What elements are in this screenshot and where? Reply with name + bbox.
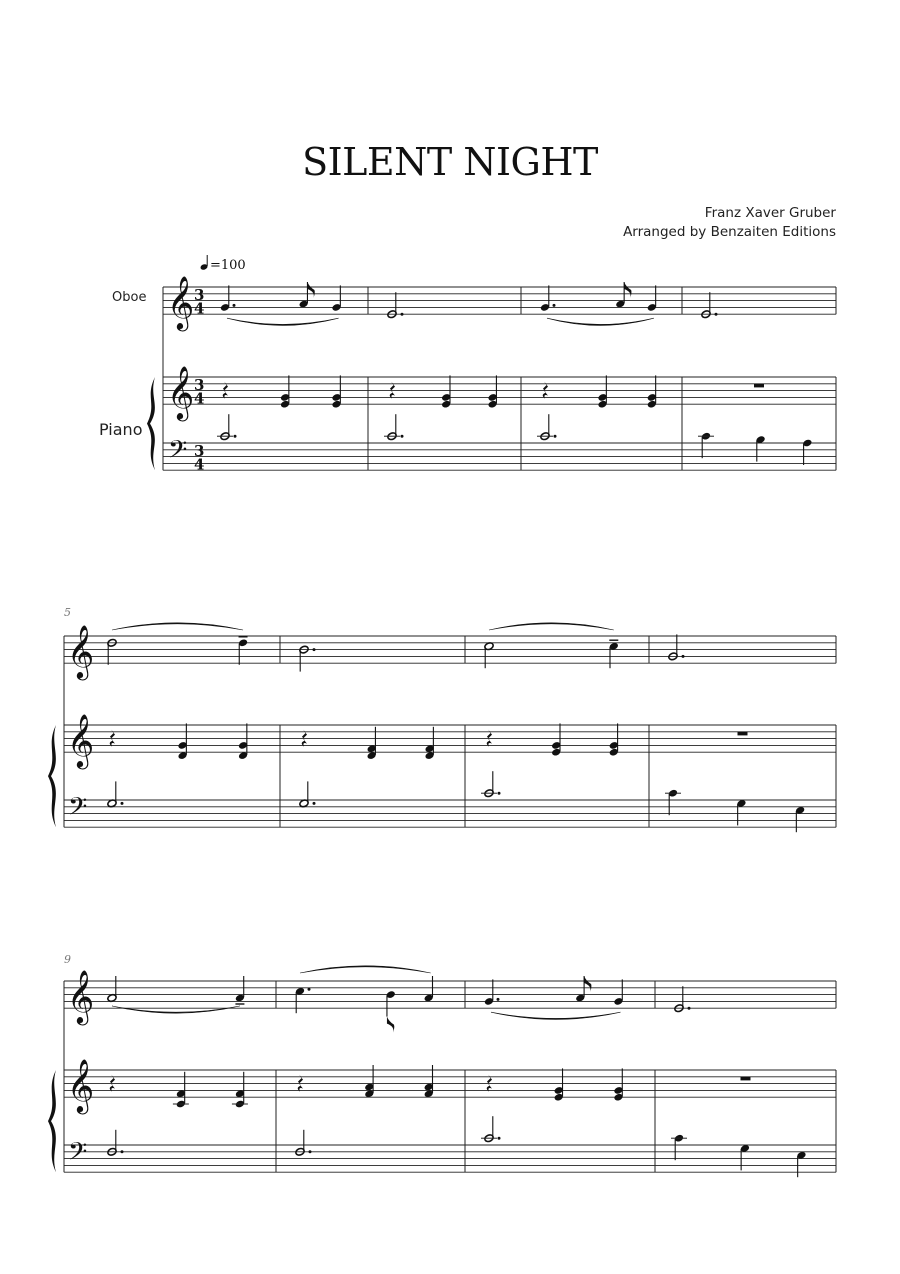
tempo-value: =100 <box>210 258 246 273</box>
time-signature-unit: 4 <box>194 299 205 318</box>
augmentation-dot <box>553 304 556 307</box>
augmentation-dot <box>682 655 685 658</box>
oboe-instrument-label: Oboe <box>112 290 147 305</box>
augmentation-dot <box>234 435 237 438</box>
treble-clef-icon: 𝄞 <box>167 365 195 420</box>
treble-clef-icon: 𝄞 <box>67 1058 95 1113</box>
augmentation-dot <box>497 998 500 1001</box>
eighth-flag <box>584 976 591 992</box>
time-signature-beats: 3 <box>194 286 205 305</box>
augmentation-dot <box>688 1007 691 1010</box>
bass-clef-icon: 𝄢 <box>68 792 88 828</box>
augmentation-dot <box>313 648 316 651</box>
treble-clef-icon: 𝄞 <box>67 969 95 1024</box>
piano-brace-icon <box>147 377 155 470</box>
treble-clef-icon: 𝄞 <box>167 275 195 330</box>
eighth-flag <box>387 1017 394 1033</box>
measure-number-9: 9 <box>64 953 71 966</box>
time-signature-beats: 3 <box>194 376 205 395</box>
slur <box>547 318 654 325</box>
slur <box>227 318 339 325</box>
eighth-flag <box>307 282 314 298</box>
treble-clef-icon: 𝄞 <box>67 713 95 768</box>
arranger-credit: Arranged by Benzaiten Editions <box>623 224 836 240</box>
augmentation-dot <box>233 304 236 307</box>
whole-rest <box>738 732 748 736</box>
slur <box>489 623 614 630</box>
piano-brace-icon <box>48 1070 56 1172</box>
time-signature-unit: 4 <box>194 389 205 408</box>
augmentation-dot <box>498 1137 501 1140</box>
slur <box>112 1006 240 1013</box>
augmentation-dot <box>121 1150 124 1153</box>
bass-clef-icon: 𝄢 <box>168 435 188 471</box>
augmentation-dot <box>401 435 404 438</box>
augmentation-dot <box>401 313 404 316</box>
augmentation-dot <box>309 1150 312 1153</box>
slur <box>112 623 243 630</box>
augmentation-dot <box>121 802 124 805</box>
whole-rest <box>754 384 764 388</box>
augmentation-dot <box>554 435 557 438</box>
piano-instrument-label: Piano <box>99 420 143 439</box>
augmentation-dot <box>313 802 316 805</box>
augmentation-dot <box>715 313 718 316</box>
time-signature-beats: 3 <box>194 442 205 461</box>
time-signature-unit: 4 <box>194 455 205 474</box>
treble-clef-icon: 𝄞 <box>67 624 95 679</box>
slur <box>491 1012 620 1019</box>
measure-number-5: 5 <box>64 606 71 619</box>
whole-rest <box>741 1077 751 1081</box>
augmentation-dot <box>308 988 311 991</box>
slur <box>300 966 431 973</box>
eighth-flag <box>624 282 631 298</box>
composer-credit: Franz Xaver Gruber <box>704 205 836 221</box>
piano-brace-icon <box>48 725 56 827</box>
bass-clef-icon: 𝄢 <box>68 1137 88 1173</box>
score-title: SILENT NIGHT <box>302 140 598 184</box>
augmentation-dot <box>498 792 501 795</box>
tempo-marking <box>200 255 246 273</box>
